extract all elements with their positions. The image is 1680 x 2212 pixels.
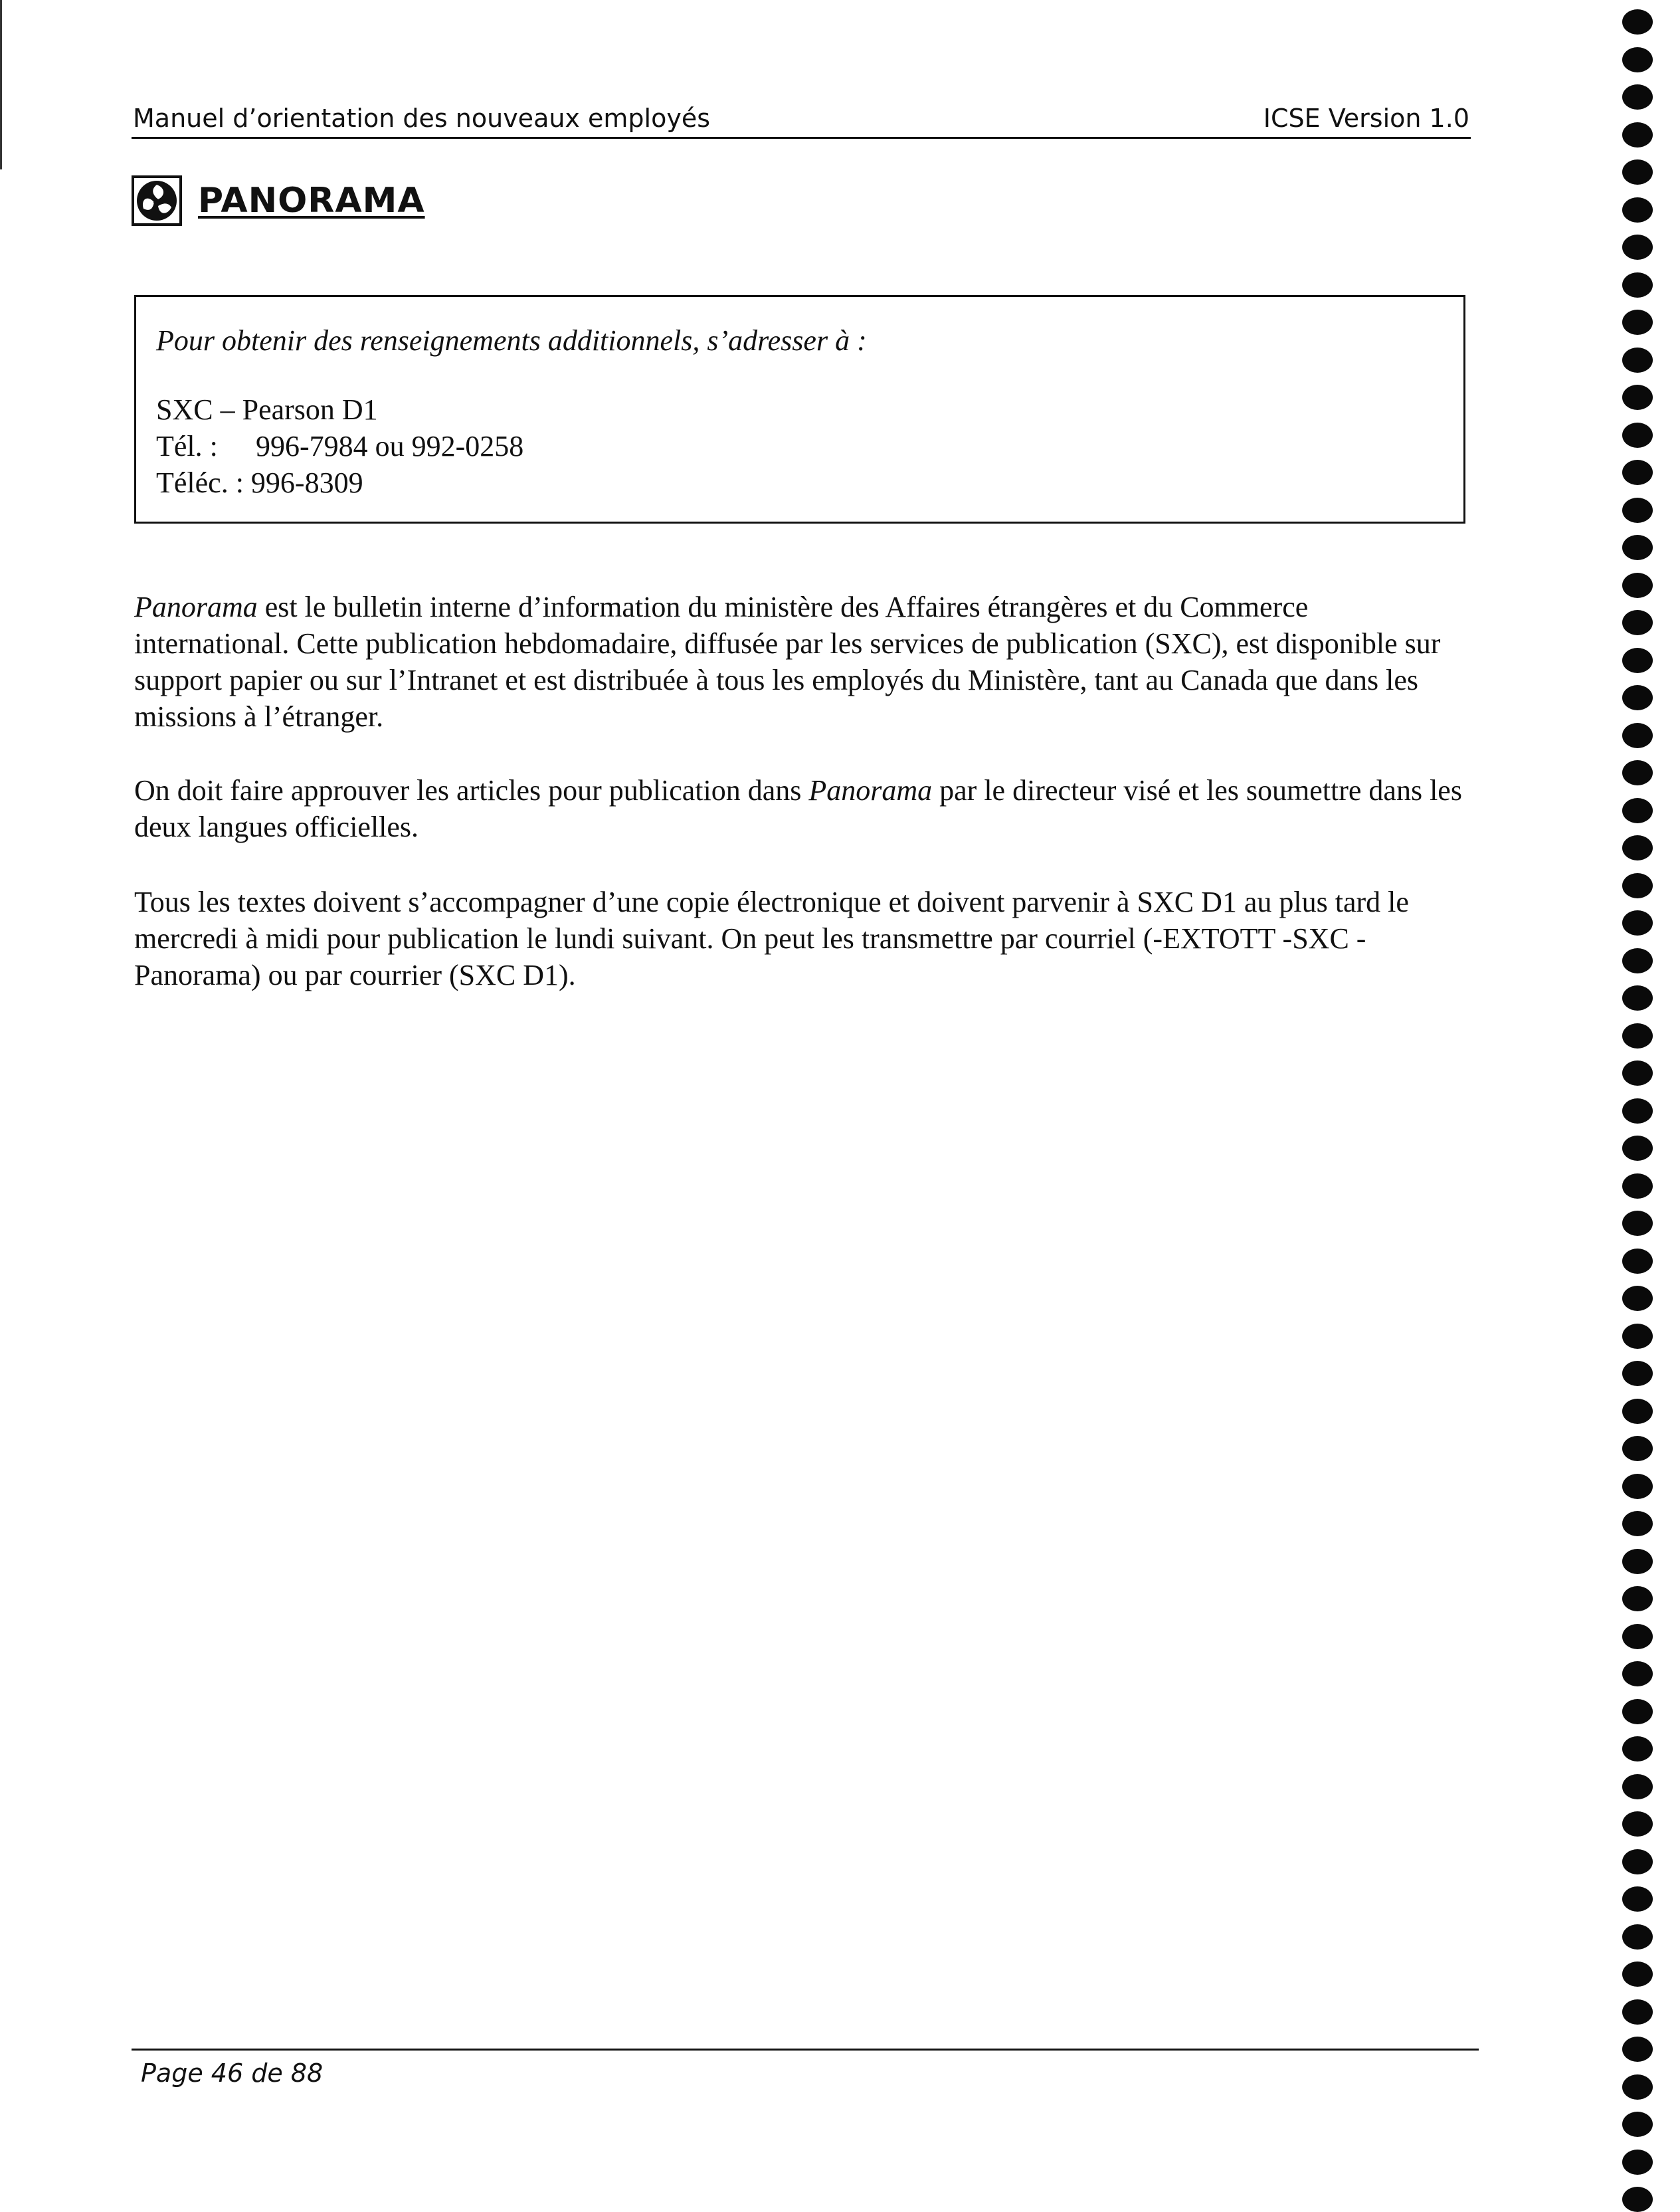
binding-hole xyxy=(1622,235,1653,260)
binding-hole xyxy=(1622,310,1653,335)
contact-intro: Pour obtenir des renseignements additionnels, s’adresser à : xyxy=(156,324,867,357)
publication-name: Panorama xyxy=(808,774,933,807)
binding-hole xyxy=(1622,348,1653,373)
paragraph-approval-end: par le directeur visé et les soumettre dans les deux langues officielles. xyxy=(134,774,1462,843)
binding-hole xyxy=(1622,798,1653,823)
binding-hole xyxy=(1622,159,1653,185)
header-document-title: Manuel d’orientation des nouveaux employés xyxy=(133,104,710,133)
binding-hole xyxy=(1622,1886,1653,1912)
binding-hole xyxy=(1622,910,1653,936)
binding-hole xyxy=(1622,535,1653,560)
binding-hole xyxy=(1622,1586,1653,1611)
binding-hole xyxy=(1622,573,1653,598)
binding-hole xyxy=(1622,1699,1653,1724)
binding-hole xyxy=(1622,423,1653,448)
binding-hole xyxy=(1622,2074,1653,2100)
binding-hole xyxy=(1622,610,1653,635)
binding-hole xyxy=(1622,1961,1653,1987)
contact-info-box xyxy=(134,295,1465,524)
binding-hole xyxy=(1622,723,1653,748)
telephone-value: 996-7984 ou 992-0258 xyxy=(256,430,524,462)
binding-hole xyxy=(1622,985,1653,1011)
footer-page-number: Page 46 de 88 xyxy=(141,2059,324,2088)
binding-hole xyxy=(1622,84,1653,110)
binding-hole xyxy=(1622,1511,1653,1536)
binding-hole xyxy=(1622,2112,1653,2137)
binding-hole xyxy=(1622,460,1653,485)
scan-edge-mark xyxy=(0,0,2,169)
paragraph-approval xyxy=(134,772,1469,845)
binding-hole xyxy=(1622,1249,1653,1274)
section-title xyxy=(132,174,425,227)
footer-divider xyxy=(132,2049,1479,2051)
binding-hole xyxy=(1622,1624,1653,1649)
binding-hole xyxy=(1622,1811,1653,1837)
section-title-text: PANORAMA xyxy=(198,181,425,221)
paragraph-submission: Tous les textes doivent s’accompagner d’une copie électronique et doivent parvenir à SXC D1 au plus tard le mercredi à midi pour publication le lundi suivant. On peut les transmettre par courriel (-EXTOTT -SXC -Panorama) ou par courrier (SXC D1). xyxy=(134,886,1409,991)
binding-hole xyxy=(1622,760,1653,785)
binding-hole xyxy=(1622,1324,1653,1349)
binding-hole xyxy=(1622,1436,1653,1461)
binding-hole xyxy=(1622,835,1653,860)
binding-hole xyxy=(1622,9,1653,35)
binding-hole xyxy=(1622,1060,1653,1086)
telephone-label: Tél. : xyxy=(156,430,218,462)
binding-hole xyxy=(1622,1211,1653,1236)
binding-hole xyxy=(1622,685,1653,710)
binding-hole xyxy=(1622,1361,1653,1386)
binding-hole xyxy=(1622,272,1653,298)
binding-hole xyxy=(1622,1549,1653,1574)
binding-hole xyxy=(1622,1849,1653,1874)
binding-hole xyxy=(1622,1286,1653,1311)
binding-hole xyxy=(1622,948,1653,973)
header-version: ICSE Version 1.0 xyxy=(1263,104,1469,133)
binding-hole xyxy=(1622,385,1653,410)
binding-hole xyxy=(1622,1023,1653,1049)
binding-hole xyxy=(1622,2187,1653,2212)
binding-hole xyxy=(1622,1173,1653,1199)
panorama-logo-icon xyxy=(132,175,182,226)
binding-hole xyxy=(1622,1924,1653,1950)
contact-telephone xyxy=(156,428,524,465)
binding-hole xyxy=(1622,1399,1653,1424)
paragraph-description xyxy=(134,589,1469,735)
binding-hole xyxy=(1622,1774,1653,1799)
binding-hole xyxy=(1622,1999,1653,2025)
binding-hole xyxy=(1622,47,1653,72)
binding-hole xyxy=(1622,197,1653,223)
binding-hole xyxy=(1622,2150,1653,2175)
binding-hole xyxy=(1622,122,1653,148)
binding-hole xyxy=(1622,1098,1653,1124)
publication-name: Panorama xyxy=(134,591,258,623)
paragraph-description-text: est le bulletin interne d’information du ministère des Affaires étrangères et du Commerce international. Cette publication hebdomadaire, diffusée par les services de publication (SXC), est disponible sur support papier ou sur l’Intranet et est distribuée à tous les employés du Ministère, tant au Canada que dans les missions à l’étranger. xyxy=(134,591,1441,733)
page-header xyxy=(132,100,1471,139)
binding-hole xyxy=(1622,1136,1653,1161)
contact-organization: SXC – Pearson D1 xyxy=(156,393,378,426)
binding-hole xyxy=(1622,1474,1653,1499)
binding-hole xyxy=(1622,2037,1653,2062)
paragraph-approval-start: On doit faire approuver les articles pour publication dans xyxy=(134,774,809,807)
contact-fax: Téléc. : 996-8309 xyxy=(156,466,363,499)
spiral-binding xyxy=(1622,0,1662,2212)
binding-hole xyxy=(1622,498,1653,523)
binding-hole xyxy=(1622,873,1653,898)
binding-hole xyxy=(1622,1661,1653,1686)
binding-hole xyxy=(1622,648,1653,673)
binding-hole xyxy=(1622,1736,1653,1761)
